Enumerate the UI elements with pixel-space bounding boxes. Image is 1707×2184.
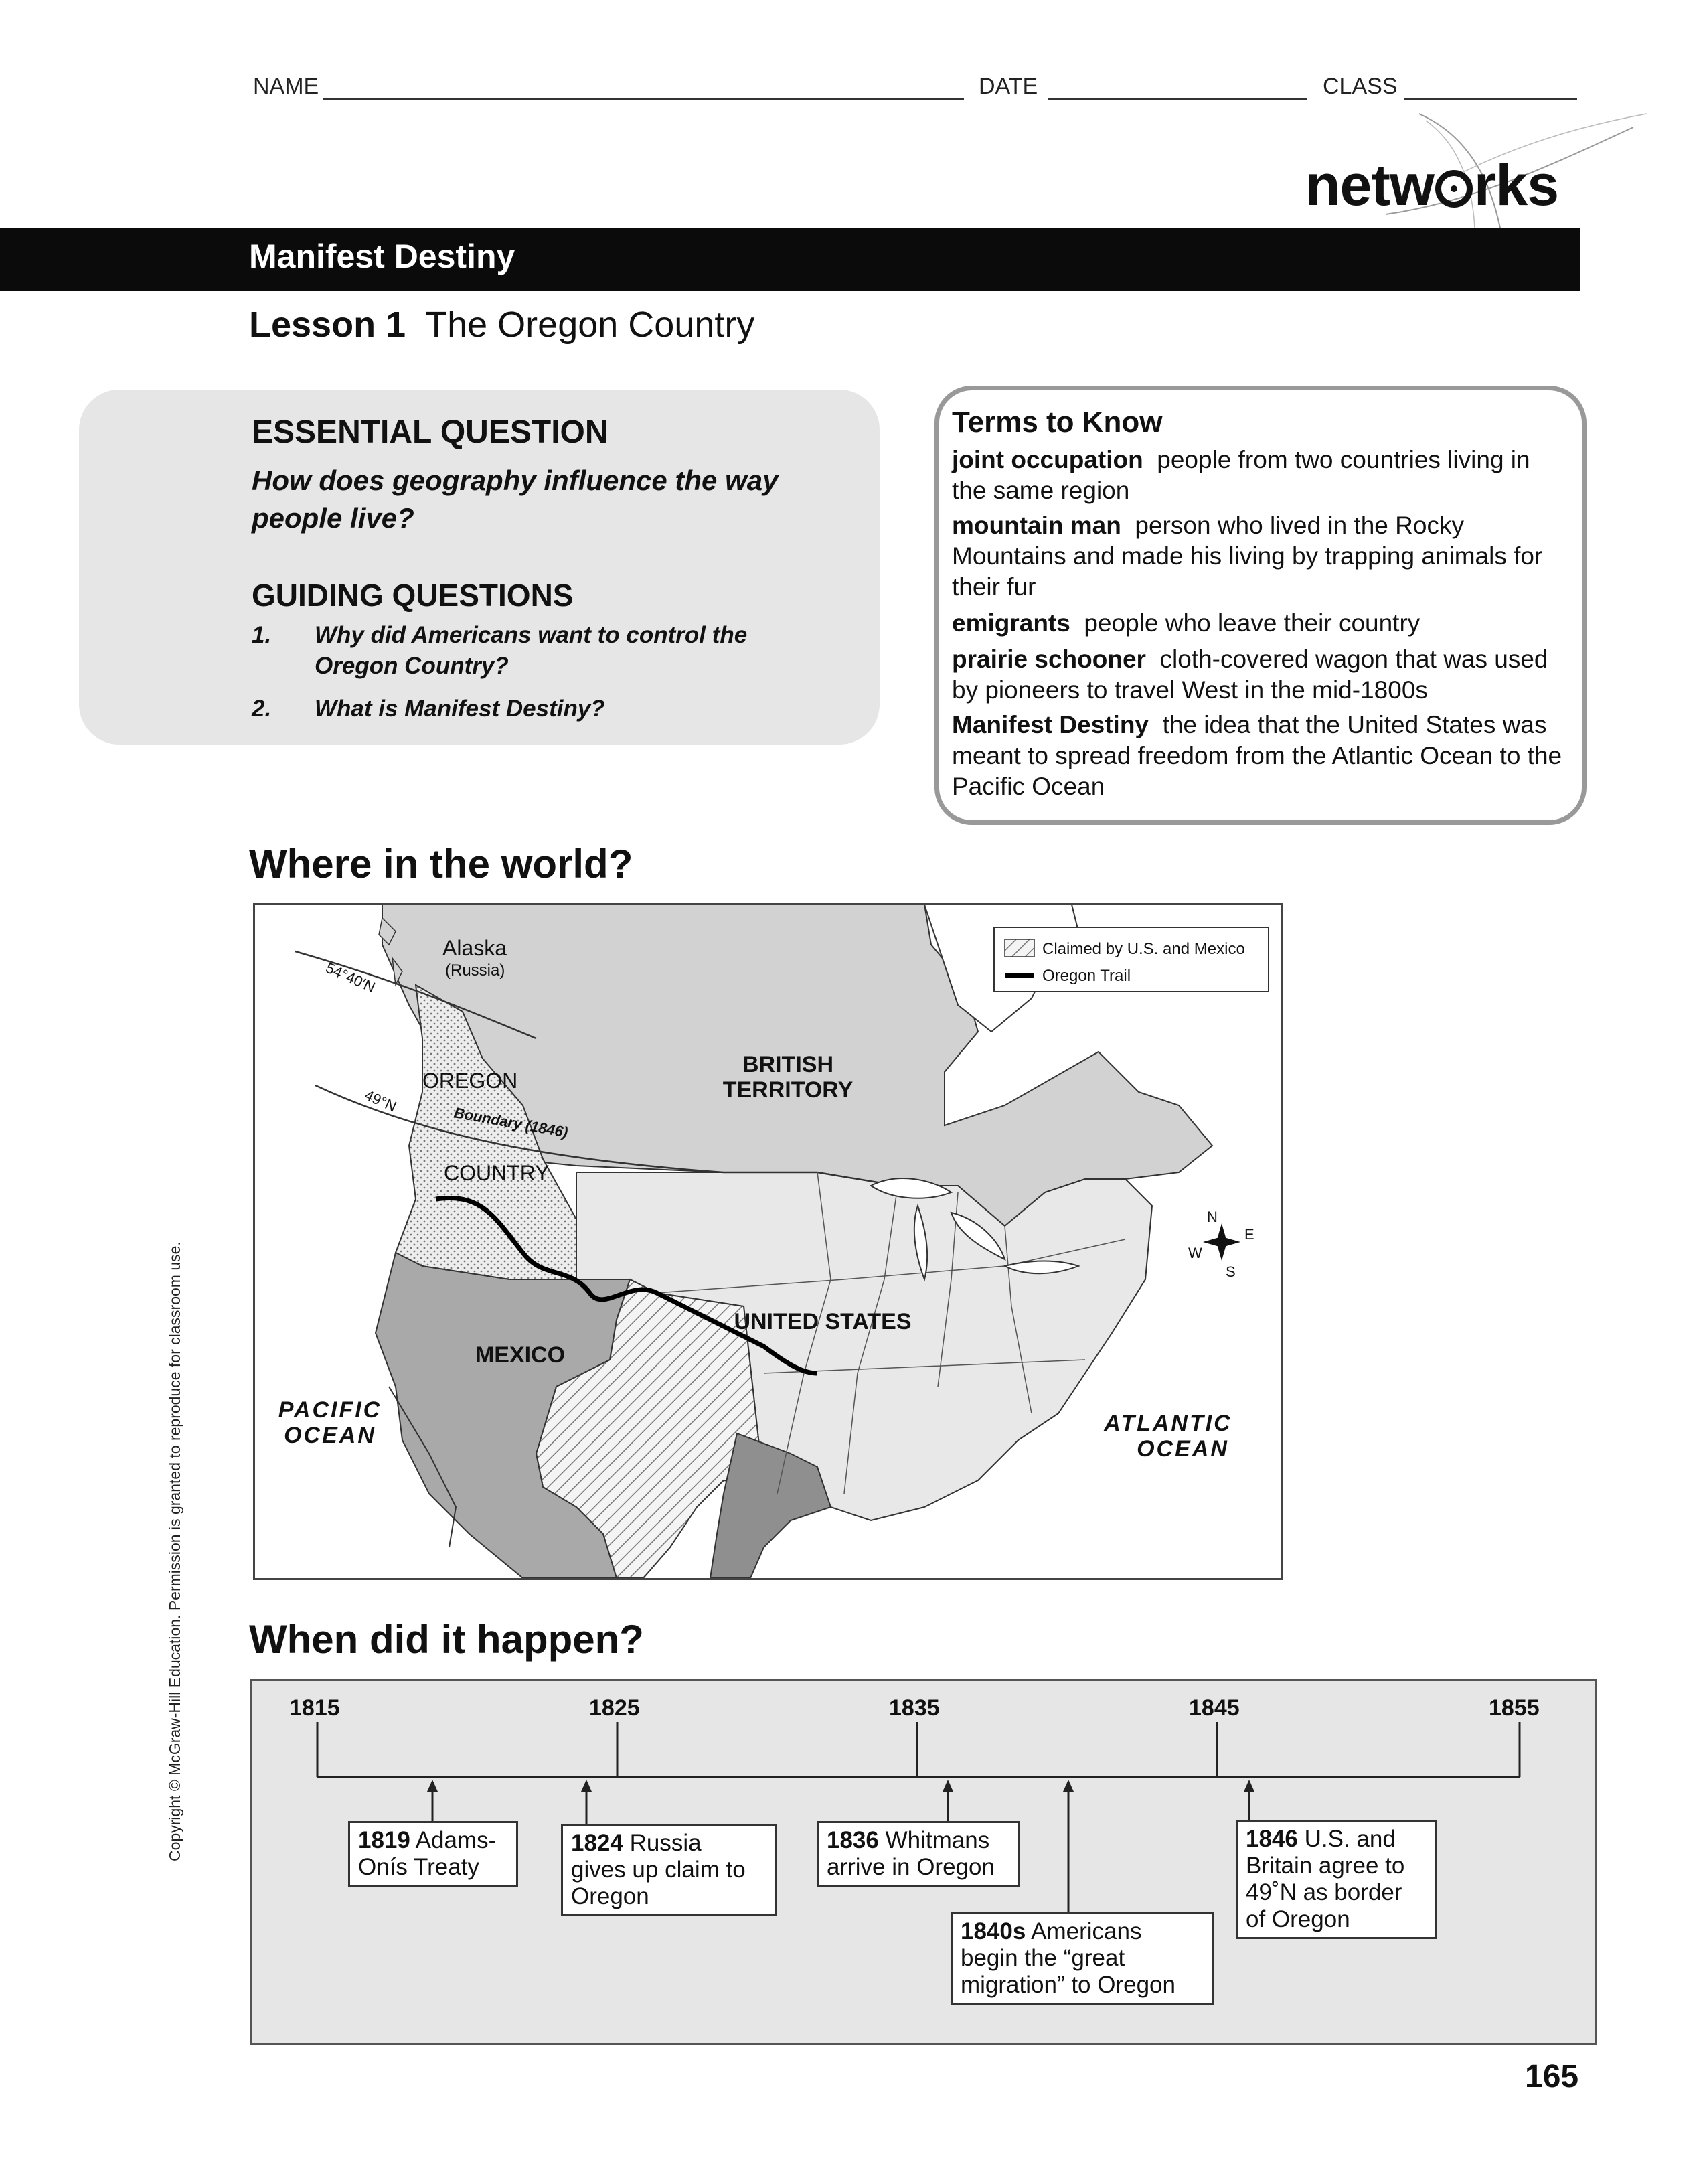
pacific-label: PACIFIC [278,1397,382,1423]
essential-question-line: people live? [252,502,414,534]
term-word: mountain man [952,512,1121,539]
timeline-year: 1855 [1489,1695,1540,1721]
when-heading: When did it happen? [249,1617,644,1662]
compass-north: N [1207,1208,1218,1225]
term-definition: person who lived in the Rocky Mountains and made his living by trapping animals for their fur [952,512,1543,601]
lesson-name: The Oregon Country [425,305,755,345]
latitude-49-label: 49°N [361,1086,400,1115]
event-text: gives up claim to [571,1857,746,1883]
term-definition: cloth-covered wagon that was used by pioneers to travel West in the mid-1800s [952,645,1548,704]
term-definition: people from two countries living in the same region [952,446,1530,504]
essential-question-text [252,462,841,537]
timeline-event [561,1824,777,1916]
term-definition: people who leave their country [1084,609,1420,637]
page-number: 165 [1525,2059,1579,2094]
country-label: COUNTRY [444,1161,550,1185]
term-entry [952,608,1568,639]
alaska-label: Alaska [442,936,507,960]
logo-text-end: rks [1473,153,1559,218]
event-text: 49˚N as border [1246,1879,1402,1905]
logo-text-start: netw [1305,153,1434,218]
term-definition: the idea that the United States was meant to spread freedom from the Atlantic Ocean to the Pacific Ocean [952,711,1562,800]
title-banner [0,228,1580,291]
term-entry [952,710,1568,802]
timeline-event [1236,1820,1437,1939]
event-year: 1824 [571,1830,623,1856]
compass-west: W [1188,1245,1202,1261]
guiding-questions-heading: GUIDING QUESTIONS [252,578,574,613]
territory-label: TERRITORY [722,1077,854,1103]
guiding-question-number: 1. [252,622,272,648]
timeline-event [817,1821,1020,1887]
term-word: prairie schooner [952,645,1146,673]
russia-label: (Russia) [445,961,505,980]
event-text: of Oregon [1246,1906,1350,1932]
logo-o-icon [1435,170,1473,208]
date-label: DATE [979,74,1038,99]
guiding-question-line: Oregon Country? [315,653,509,679]
event-text: Oregon [571,1883,649,1909]
where-heading: Where in the world? [249,842,633,886]
guiding-question [315,694,810,724]
class-label: CLASS [1323,74,1398,99]
timeline-event [951,1912,1214,2005]
timeline-year: 1845 [1189,1695,1240,1721]
map-svg [255,905,1281,1578]
latitude-5440-label: 54°40′N [323,959,378,996]
event-year: 1840s [961,1918,1026,1944]
guiding-question-line: What is Manifest Destiny? [315,696,605,722]
oregon-map [253,903,1283,1580]
banner-title: Manifest Destiny [249,238,515,275]
legend-claimed-swatch [1005,939,1034,957]
united-states-label: UNITED STATES [734,1309,912,1334]
timeline-year: 1835 [889,1695,940,1721]
event-text: arrive in Oregon [827,1854,995,1880]
event-text: Adams- [415,1827,497,1853]
timeline-year: 1815 [289,1695,340,1721]
guiding-question-line: Why did Americans want to control the [315,622,748,648]
pacific-ocean-label: OCEAN [284,1423,376,1448]
event-text: Whitmans [885,1827,990,1853]
compass-south: S [1226,1263,1236,1280]
event-text: Onís Treaty [358,1854,479,1880]
copyright-notice: Copyright © McGraw-Hill Education. Permission is granted to reproduce for classroom use. [166,1241,183,1861]
class-field[interactable] [1404,98,1577,100]
event-text: Americans [1031,1918,1142,1944]
event-text: Russia [629,1830,702,1856]
lesson-title [249,304,754,345]
name-field[interactable] [323,98,964,100]
term-entry [952,510,1568,603]
mexico-label: MEXICO [475,1342,566,1368]
timeline-year: 1825 [589,1695,640,1721]
term-entry [952,445,1568,506]
legend-trail-label: Oregon Trail [1042,967,1131,985]
essential-question-heading: ESSENTIAL QUESTION [252,414,608,450]
term-word: emigrants [952,609,1070,637]
essential-question-line: How does geography influence the way [252,465,779,496]
event-text: U.S. and [1304,1826,1396,1852]
event-text: begin the “great [961,1945,1125,1971]
term-entry [952,644,1568,706]
guiding-question [315,620,810,682]
lesson-number: Lesson 1 [249,305,406,345]
atlantic-ocean-label: OCEAN [1137,1436,1229,1462]
name-label: NAME [253,74,319,99]
compass-east: E [1244,1226,1254,1243]
legend-claimed-label: Claimed by U.S. and Mexico [1042,940,1245,958]
guiding-question-number: 2. [252,696,272,722]
british-label: BRITISH [742,1052,833,1077]
atlantic-label: ATLANTIC [1104,1411,1232,1436]
event-text: Britain agree to [1246,1853,1405,1879]
term-word: joint occupation [952,446,1143,473]
event-year: 1836 [827,1827,879,1853]
term-word: Manifest Destiny [952,711,1149,738]
event-year: 1819 [358,1827,410,1853]
oregon-label: OREGON [422,1069,518,1093]
map-legend [994,927,1269,992]
boundary-label: Boundary (1846) [453,1104,570,1141]
timeline-event [348,1821,518,1887]
event-text: migration” to Oregon [961,1972,1175,1998]
date-field[interactable] [1048,98,1307,100]
terms-heading: Terms to Know [952,406,1163,439]
event-year: 1846 [1246,1826,1298,1852]
networks-logo [1305,153,1558,219]
